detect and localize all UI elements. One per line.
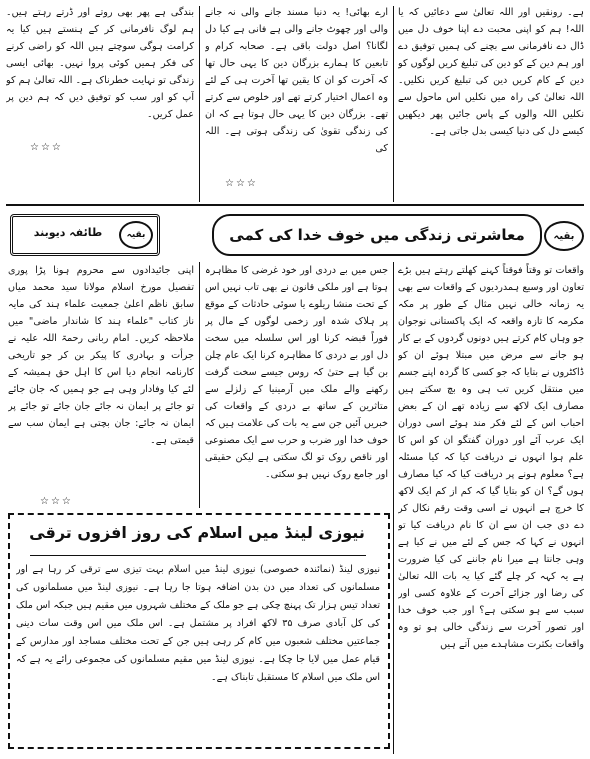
top-column-right bbox=[398, 4, 584, 190]
top-section bbox=[0, 0, 590, 210]
column-divider bbox=[199, 262, 200, 508]
continued-badge-small: بقیہ bbox=[119, 221, 153, 249]
top-middle-stars: ☆☆☆ bbox=[225, 178, 258, 189]
main-article-right-text: واقعات تو وقتاً فوقتاً کہنے کھلتے رہتے ہیں بڑے تعاون اور وسیع ہمدردیوں کے واقعات سے بھی یہ زمانہ خالی نہیں مثال کے طور پر مکہ مکرمہ کا تازہ واقعہ کہ ایک پاکستانی نوجوان جو وہاں کام کرتے ہیں دونوں گردوں کے بے کار ہو جانے سے مرض میں مبتلا ہوئے ان کو ڈاکٹروں نے بتایا کہ جو کسی کا گردہ اپنے جسم میں منتقل کریں تب ہی وہ بچ سکتے ہیں مصارف ایک لاکھ سے زیادہ تھے ان کے بعض احباب اس کے لئے فکر مند ہوئے اسی دوران ایک عرب آئے اور دوران گفتگو ان کو اس کا علم ہوا انہوں نے دریافت کیا کہ کیا مسئلہ ہے؟ معلوم ہونے پر دریافت کیا کہ کیا مصارف ہوں گے؟ ان کو بتایا گیا کہ کم از کم ایک لاکھ کا خرچ ہے انہوں نے اسی وقت رقم نکال کر دے دی جب ان سے ان کا نام دریافت کیا تو انہوں نے کہا کہ جس کے لئے میں نے کیا ہے وہی جانتا ہے میرا نام جاننے کی کیا ضرورت ہے یہ کہہ کر چلے گئے کیا یہ بات اللہ تعالیٰ کی رضا اور جزائے آخرت کے علاوہ کسی اور سبب سے ہو سکتی ہے؟ اور جب خوف خدا اور تصور آخرت سے زندگی خالی ہو تو وہ واقعات بکثرت مشاہدے میں آتے ہیں bbox=[398, 265, 584, 650]
main-article-left-text: جس میں بے دردی اور خود غرضی کا مظاہرہ ہوتا ہے اور ملکی قانون نے بھی تاب نہیں اس کے تحت منشا ریلوے یا سوئی حادثات کے موقع پر ہلاک شدہ اور زخمی لوگوں کے مال پر فوراً قبضہ کرنا اور اس سلسلہ میں سخت دل اور بے دردی کا مظاہرہ کرنا ایک عام چلن بن گیا ہے حتیٰ کہ روس جیسے سخت گرفت رکھنے والے ملک میں آرمینیا کے زلزلے سے متاثرین کے ساتھ بے دردی کے واقعات کی خبریں آئیں جن سے یہ بات کی علامت ہیں کہ خوف خدا اور ضرب و حرب سے ایک مصنوعی اور ناقص روک تو لگ سکتی ہے لیکن حقیقی اور جامع روک نہیں ہو سکتی۔ bbox=[205, 265, 388, 480]
main-article-column-left bbox=[205, 262, 388, 504]
side-article-text: اپنی جائیدادوں سے محروم ہونا پڑا پوری تفصیل مورخ اسلام مولانا سید محمد میاں سابق ناظم اعلیٰ جمعیت علماء ہند کی مایہ ناز کتاب "علماء ہند کا شاندار ماضی" میں ملاحظہ کریں۔ امام ربانی رحمۃ اللہ علیہ نے جرأت و بہادری کا پیکر بن کر جو تاریخی کارنامہ انجام دیا اس کا اہل حق ہمیشہ کے لئے کیا وفادار وہی ہے جو ہمیں کہ جان جائے تو جائے پر ایمان نہ جائے جان جائے تو جائے پر ایمان نہ جائے: جان بچتی ہے ایمان سب سے قیمتی ہے۔ bbox=[8, 265, 194, 446]
bottom-article-box bbox=[8, 513, 390, 749]
top-column-middle-text: ارے بھائی! یہ دنیا مسند جانے والی نہ جانے والی اور چھوٹ جانے والی ہے فانی ہے کیا دل لگانا؟ اصل دولت باقی ہے۔ صحابہ کرام و تابعین کا ہمارے بزرگان دین کا یہی حال تھا کہ آخرت کو ان کا یقین تھا آخرت ہی کے لئے وہ اعمال اختیار کرتے تھے اور خلوص سے کرتے تھے۔ بزرگان دین کا یہی حال ہوتا ہے کہ ان کی زندگی تقویٰ کی زندگی ہوتی ہے۔ اللہ کی bbox=[205, 7, 388, 154]
section-divider bbox=[6, 204, 584, 206]
main-article-column-right bbox=[398, 262, 584, 756]
top-left-stars: ☆☆☆ bbox=[30, 142, 63, 153]
bottom-article-title: نیوزی لینڈ میں اسلام کی روز افزوں ترقی bbox=[29, 523, 365, 542]
top-column-right-text: ہے۔ رونقیں اور اللہ تعالیٰ سے دعائیں کہ یا اللہ! ہم کو اپنی محبت دے اپنا خوف دل میں ڈال دے نافرمانی سے بچنے کی ہمیں توفیق دے اور ہم دین کے کو دین کی تبلیغ کریں لوگوں کو دین کے کام کریں دین کی تبلیغ کریں نکلیں۔ اللہ تعالیٰ کی راہ میں نکلیں اس ماحول سے نکلیں اللہ والوں کے پاس جائیں پھر دیکھیں کیسے دل کی دنیا کیسی بدل جاتی ہے۔ bbox=[398, 7, 584, 137]
top-column-middle bbox=[205, 4, 388, 176]
top-column-left-text: بندگی ہے پھر بھی روتے اور ڈرتے رہتے ہیں۔ ہم لوگ نافرمانی کر کے ہنستے ہیں کیا یہ کرامت ہوگی سوچتے ہیں اللہ کو راضی کرنے کی فکر ہمیں کوئی پروا نہیں۔ بھائی ایسی زندگی تو نہایت خطرناک ہے۔ اللہ تعالیٰ ہم کو آپ کو اور سب کو توفیق دیں کہ ہم دین پر عمل کریں۔ bbox=[6, 7, 194, 120]
bottom-article-body bbox=[16, 561, 380, 741]
bottom-article-text: نیوزی لینڈ (نمائندہ خصوصی) نیوزی لینڈ میں اسلام بہت تیزی سے ترقی کر رہا ہے اور مسلمانوں کی تعداد میں دن بدن اضافہ ہوتا جا رہا ہے۔ نیوزی لینڈ میں مسلمانوں کی تعداد تیس ہزار تک پہنچ چکی ہے جو ملک کے مختلف شہروں میں مقیم ہیں جبکہ اس ملک کی کل آبادی صرف ۳۵ لاکھ افراد پر مشتمل ہے۔ اس ملک میں اس وقت سات دینی جماعتیں مختلف شعبوں میں کام کر رہی ہیں جن کے تحت مختلف مساجد اور مدارس کے قیام عمل میں لایا جا چکا ہے۔ نیوزی لینڈ میں مقیم مسلمانوں کی مجموعی رائے یہ ہے کہ اس ملک میں اسلام کا مستقبل تابناک ہے۔ bbox=[16, 564, 380, 683]
column-divider bbox=[199, 6, 200, 202]
continued-badge: بقیہ bbox=[544, 221, 584, 251]
side-article-stars: ☆☆☆ bbox=[40, 496, 73, 507]
main-article-title-box bbox=[212, 214, 542, 256]
main-article-title: معاشرتی زندگی میں خوف خدا کی کمی bbox=[229, 226, 525, 244]
side-article-title-box bbox=[10, 214, 160, 256]
side-article-title: طائفہ دیوبند bbox=[33, 226, 103, 239]
side-article-column bbox=[8, 262, 194, 490]
top-column-left bbox=[6, 4, 194, 140]
bottom-title-underline bbox=[30, 555, 366, 556]
column-divider bbox=[393, 6, 394, 202]
column-divider bbox=[393, 262, 394, 754]
